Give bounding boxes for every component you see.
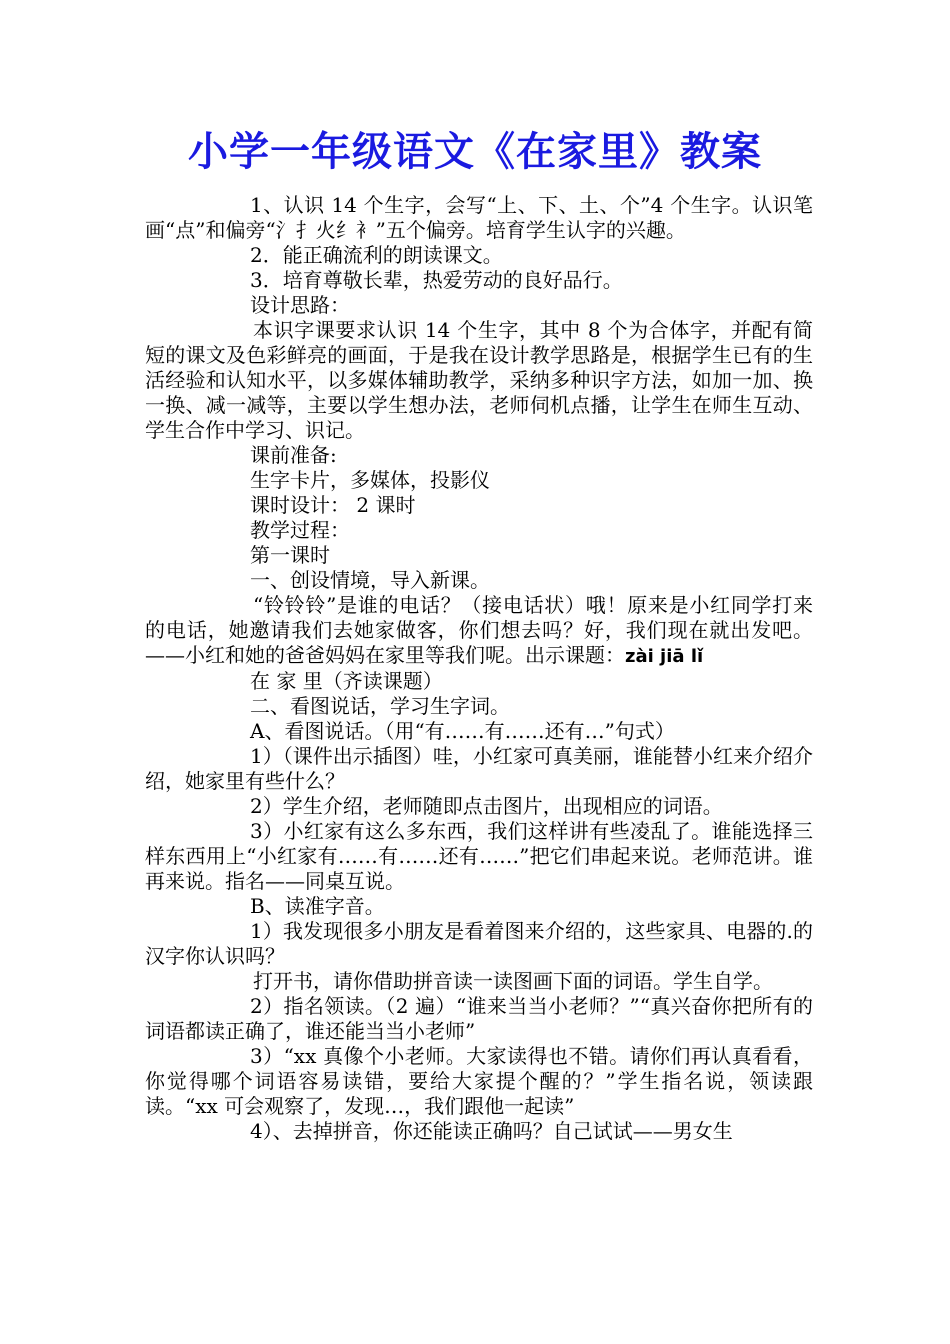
- paragraph: [145, 969, 813, 994]
- pinyin-text: zài jiā lǐ: [625, 646, 704, 667]
- paragraph: [145, 318, 813, 443]
- paragraph-text: 4）、去掉拼音，你还能读正确吗？自己试试——男女生: [250, 1119, 733, 1143]
- paragraph: [145, 1119, 813, 1144]
- paragraph: [145, 994, 813, 1044]
- paragraph-text: 第一课时: [250, 543, 330, 567]
- paragraph: [145, 543, 813, 568]
- paragraph: [145, 443, 813, 468]
- paragraph-text: 教学过程：: [250, 518, 350, 542]
- paragraph-text: 3）“xx 真像个小老师。大家读得也不错。请你们再认真看看，你觉得哪个词语容易读错，要给大家提个醒的？”学生指名说，领读跟读。“xx 可会观察了，发现…，我们跟他一起读”: [145, 1044, 813, 1118]
- document-body: [145, 193, 813, 1144]
- paragraph-text: 一、创设情境，导入新课。: [250, 568, 490, 592]
- paragraph: [145, 243, 813, 268]
- paragraph-text: 1）我发现很多小朋友是看着图来介绍的，这些家具、电器的.的汉字你认识吗？: [145, 919, 813, 968]
- paragraph-text: 二、看图说话，学习生字词。: [250, 694, 510, 718]
- paragraph-text: 课时设计： 2 课时: [250, 493, 416, 517]
- paragraph: [145, 268, 813, 293]
- paragraph: [145, 919, 813, 969]
- paragraph: [145, 193, 813, 243]
- paragraph-text: 2）指名领读。（2 遍）“谁来当当小老师？”“真兴奋你把所有的词语都读正确了，谁还能当当小老师”: [145, 994, 813, 1043]
- paragraph: [145, 744, 813, 794]
- paragraph: [145, 493, 813, 518]
- paragraph-text: 在 家 里（齐读课题）: [250, 669, 443, 693]
- paragraph-text: 生字卡片，多媒体，投影仪: [250, 468, 490, 492]
- paragraph-text: 设计思路：: [250, 293, 350, 317]
- paragraph-text: 打开书，请你借助拼音读一读图画下面的词语。学生自学。: [253, 969, 773, 993]
- paragraph-text: 2）学生介绍，老师随即点击图片，出现相应的词语。: [250, 794, 723, 818]
- page-title: 小学一年级语文《在家里》教案: [188, 129, 762, 175]
- paragraph: [145, 694, 813, 719]
- paragraph: [145, 593, 813, 669]
- paragraph: [145, 468, 813, 493]
- paragraph: [145, 293, 813, 318]
- paragraph: [145, 669, 813, 694]
- paragraph-text: 3．培育尊敬长辈，热爱劳动的良好品行。: [250, 268, 623, 292]
- paragraph: [145, 819, 813, 894]
- paragraph-text: 本识字课要求认识 14 个生字，其中 8 个为合体字，并配有简短的课文及色彩鲜亮的画面，于是我在设计教学思路是，根据学生已有的生活经验和认知水平，以多媒体辅助教学，采纳多种识字方法，如加一加、换一换、减一减等，主要以学生想办法，老师伺机点播，让学生在师生互动、学生合作中学习、识记。: [145, 318, 813, 442]
- paragraph-text: 2．能正确流利的朗读课文。: [250, 243, 503, 267]
- paragraph-text: 3）小红家有这么多东西，我们这样讲有些凌乱了。谁能选择三样东西用上“小红家有……有……还有……”把它们串起来说。老师范讲。谁再来说。指名——同桌互说。: [145, 819, 813, 893]
- paragraph-text: B、读准字音。: [250, 894, 385, 918]
- paragraph-text: 课前准备:: [250, 443, 337, 467]
- paragraph-text: 1）（课件出示插图）哇，小红家可真美丽，谁能替小红来介绍介绍，她家里有些什么？: [145, 744, 813, 793]
- paragraph: [145, 794, 813, 819]
- paragraph: [145, 719, 813, 744]
- paragraph: [145, 894, 813, 919]
- paragraph-text: 1、认识 14 个生字，会写“上、下、土、个”4 个生字。认识笔画“点”和偏旁“氵扌火纟衤”五个偏旁。培育学生认字的兴趣。: [145, 193, 813, 242]
- paragraph: [145, 568, 813, 593]
- paragraph: [145, 1044, 813, 1119]
- paragraph: [145, 518, 813, 543]
- paragraph-text: “铃铃铃”是谁的电话？（接电话状）哦！原来是小红同学打来的电话，她邀请我们去她家做客，你们想去吗？好，我们现在就出发吧。——小红和她的爸爸妈妈在家里等我们呢。出示课题：: [145, 593, 813, 667]
- paragraph-text: A、看图说话。（用“有……有……还有…”句式）: [250, 719, 675, 743]
